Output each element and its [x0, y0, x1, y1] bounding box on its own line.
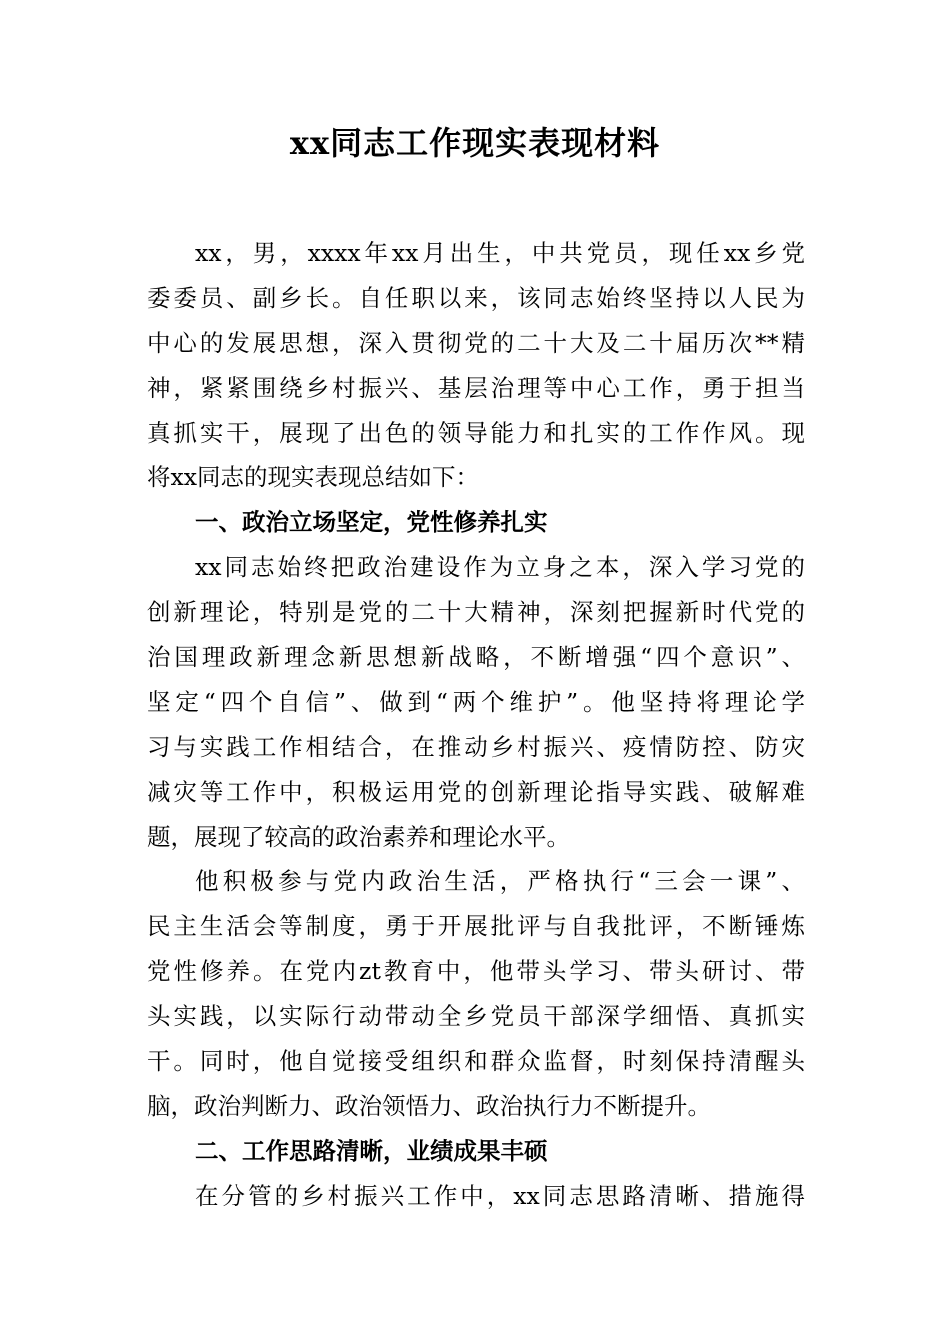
paragraph-line: 民主生活会等制度，勇于开展批评与自我批评，不断锤炼: [147, 912, 805, 941]
paragraph-line: 在分管的乡村振兴工作中，xx同志思路清晰、措施得: [195, 1181, 805, 1210]
paragraph-line: 头实践，以实际行动带动全乡党员干部深学细悟、真抓实: [147, 1002, 805, 1031]
paragraph-line: 党性修养。在党内zt教育中，他带头学习、带头研讨、带: [147, 957, 805, 986]
document-title: xx同志工作现实表现材料: [289, 124, 661, 162]
paragraph-line: 习与实践工作相结合，在推动乡村振兴、疫情防控、防灾: [147, 732, 805, 761]
paragraph-line: 神，紧紧围绕乡村振兴、基层治理等中心工作，勇于担当: [147, 373, 805, 402]
paragraph-line: 减灾等工作中，积极运用党的创新理论指导实践、破解难: [147, 777, 805, 806]
paragraph-line: 脑，政治判断力、政治领悟力、政治执行力不断提升。: [147, 1091, 711, 1120]
paragraph-line: 他积极参与党内政治生活，严格执行“三会一课”、: [195, 867, 805, 896]
paragraph-line: 委委员、副乡长。自任职以来，该同志始终坚持以人民为: [147, 283, 805, 312]
paragraph-line: 治国理政新理念新思想新战略，不断增强“四个意识”、: [147, 643, 805, 672]
document-body: [147, 231, 805, 1219]
paragraph-line: xx，男，xxxx年xx月出生，中共党员，现任xx乡党: [195, 239, 805, 267]
paragraph-line: 将xx同志的现实表现总结如下：: [147, 463, 480, 492]
paragraph-line: 创新理论，特别是党的二十大精神，深刻把握新时代党的: [147, 598, 805, 627]
paragraph-line: xx同志始终把政治建设作为立身之本，深入学习党的: [195, 553, 805, 582]
paragraph-line: 坚定“四个自信”、做到“两个维护”。他坚持将理论学: [147, 687, 805, 716]
paragraph-line: 真抓实干，展现了出色的领导能力和扎实的工作作风。现: [147, 418, 805, 447]
paragraph-line: 中心的发展思想，深入贯彻党的二十大及二十届历次**精: [147, 328, 805, 357]
section-heading: 二、工作思路清晰，业绩成果丰硕: [195, 1136, 548, 1165]
paragraph-line: 题，展现了较高的政治素养和理论水平。: [147, 822, 570, 851]
paragraph-line: 干。同时，他自觉接受组织和群众监督，时刻保持清醒头: [147, 1047, 805, 1076]
section-heading: 一、政治立场坚定，党性修养扎实: [195, 508, 548, 537]
